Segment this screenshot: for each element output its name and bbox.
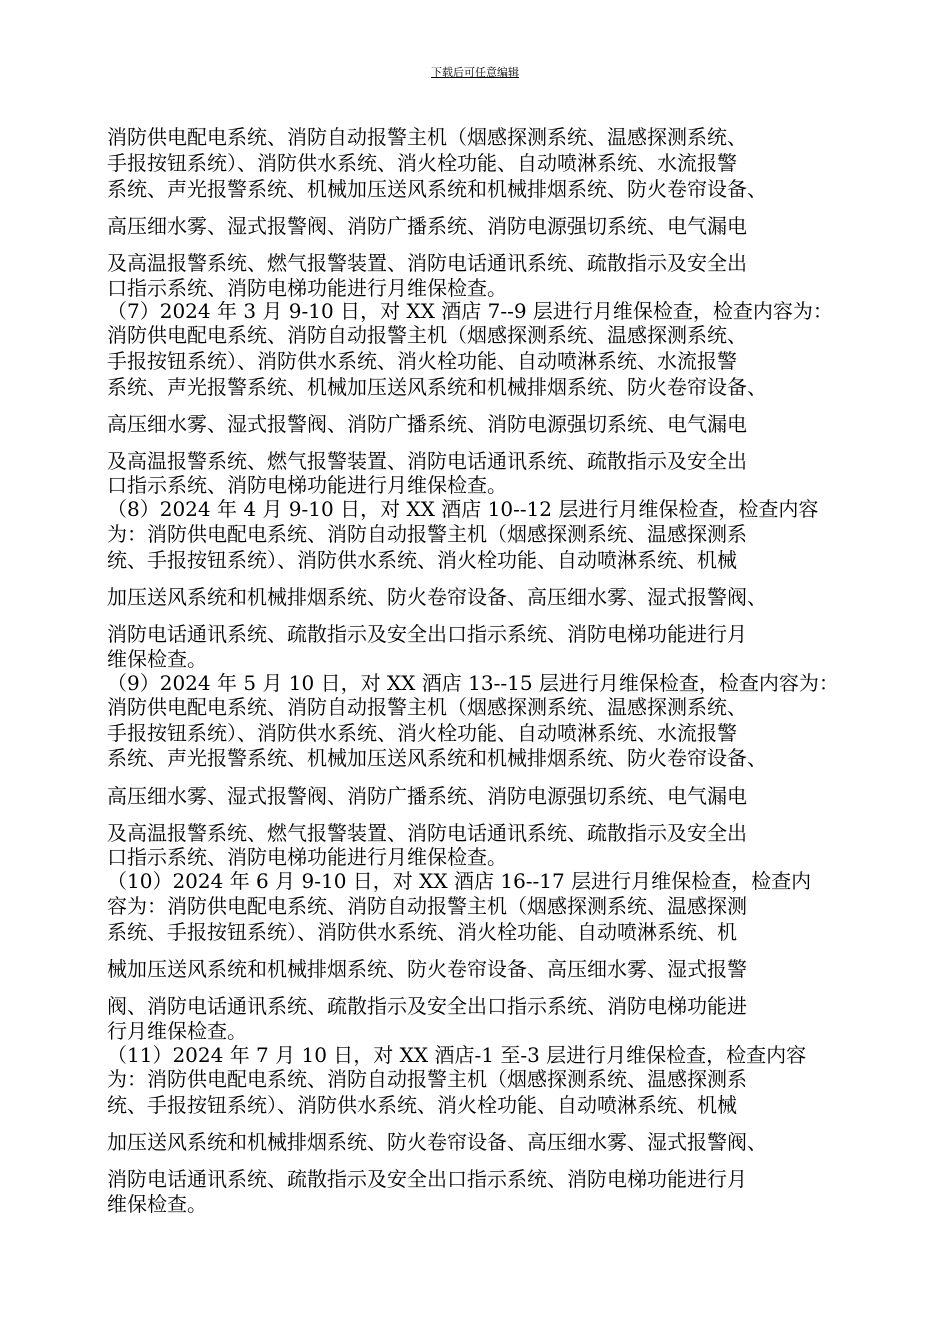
text-line: 及高温报警系统、燃气报警装置、消防电话通讯系统、疏散指示及安全出: [107, 449, 747, 473]
text-line: 系统、手报按钮系统）、消防供水系统、消火栓功能、自动喷淋系统、机: [107, 920, 737, 944]
text-line: 系统、声光报警系统、机械加压送风系统和机械排烟系统、防火卷帘设备、: [107, 746, 767, 770]
section-heading-9: （9）2024 年 5 月 10 日，对 XX 酒店 13--15 层进行月维保检查，检查内容为：: [107, 671, 839, 695]
text-line: 消防电话通讯系统、疏散指示及安全出口指示系统、消防电梯功能进行月: [107, 622, 747, 646]
text-line: 维保检查。: [107, 647, 207, 671]
section-heading-8: （8）2024 年 4 月 9-10 日，对 XX 酒店 10--12 层进行月维保检查，检查内容: [107, 497, 819, 521]
section-heading-11: （11）2024 年 7 月 10 日，对 XX 酒店-1 至-3 层进行月维保检查，检查内容: [107, 1043, 807, 1067]
text-line: 维保检查。: [107, 1192, 207, 1216]
text-line: 口指示系统、消防电梯功能进行月维保检查。: [107, 276, 507, 300]
text-line: 消防电话通讯系统、疏散指示及安全出口指示系统、消防电梯功能进行月: [107, 1167, 747, 1191]
text-line: 为：消防供电配电系统、消防自动报警主机（烟感探测系统、温感探测系: [107, 1067, 747, 1091]
text-line: 统、手报按钮系统）、消防供水系统、消火栓功能、自动喷淋系统、机械: [107, 1093, 737, 1117]
text-line: 手报按钮系统）、消防供水系统、消火栓功能、自动喷淋系统、水流报警: [107, 151, 737, 175]
text-line: 口指示系统、消防电梯功能进行月维保检查。: [107, 845, 507, 869]
text-line: 高压细水雾、湿式报警阀、消防广播系统、消防电源强切系统、电气漏电: [107, 784, 747, 808]
text-line: 手报按钮系统）、消防供水系统、消火栓功能、自动喷淋系统、水流报警: [107, 721, 737, 745]
text-line: 及高温报警系统、燃气报警装置、消防电话通讯系统、疏散指示及安全出: [107, 251, 747, 275]
text-line: 阀、消防电话通讯系统、疏散指示及安全出口指示系统、消防电梯功能进: [107, 994, 747, 1018]
section-heading-7: （7）2024 年 3 月 9-10 日，对 XX 酒店 7--9 层进行月维保检查，检查内容为：: [107, 299, 833, 323]
text-line: 高压细水雾、湿式报警阀、消防广播系统、消防电源强切系统、电气漏电: [107, 412, 747, 436]
text-line: 加压送风系统和机械排烟系统、防火卷帘设备、高压细水雾、湿式报警阀、: [107, 1130, 767, 1154]
text-line: 系统、声光报警系统、机械加压送风系统和机械排烟系统、防火卷帘设备、: [107, 375, 767, 399]
text-line: 及高温报警系统、燃气报警装置、消防电话通讯系统、疏散指示及安全出: [107, 821, 747, 845]
text-line: 消防供电配电系统、消防自动报警主机（烟感探测系统、温感探测系统、: [107, 695, 747, 719]
text-line: 高压细水雾、湿式报警阀、消防广播系统、消防电源强切系统、电气漏电: [107, 214, 747, 238]
text-line: 行月维保检查。: [107, 1019, 247, 1043]
text-line: 为：消防供电配电系统、消防自动报警主机（烟感探测系统、温感探测系: [107, 522, 747, 546]
text-line: 口指示系统、消防电梯功能进行月维保检查。: [107, 473, 507, 497]
text-line: 加压送风系统和机械排烟系统、防火卷帘设备、高压细水雾、湿式报警阀、: [107, 585, 767, 609]
text-line: 械加压送风系统和机械排烟系统、防火卷帘设备、高压细水雾、湿式报警: [107, 957, 747, 981]
text-line: 手报按钮系统）、消防供水系统、消火栓功能、自动喷淋系统、水流报警: [107, 349, 737, 373]
page-header: 下载后可任意编辑: [431, 66, 519, 79]
text-line: 消防供电配电系统、消防自动报警主机（烟感探测系统、温感探测系统、: [107, 125, 747, 149]
text-line: 统、手报按钮系统）、消防供水系统、消火栓功能、自动喷淋系统、机械: [107, 548, 737, 572]
text-line: 系统、声光报警系统、机械加压送风系统和机械排烟系统、防火卷帘设备、: [107, 177, 767, 201]
text-line: 消防供电配电系统、消防自动报警主机（烟感探测系统、温感探测系统、: [107, 323, 747, 347]
section-heading-10: （10）2024 年 6 月 9-10 日，对 XX 酒店 16--17 层进行月维保检查，检查内: [107, 869, 812, 893]
text-line: 容为：消防供电配电系统、消防自动报警主机（烟感探测系统、温感探测: [107, 894, 747, 918]
